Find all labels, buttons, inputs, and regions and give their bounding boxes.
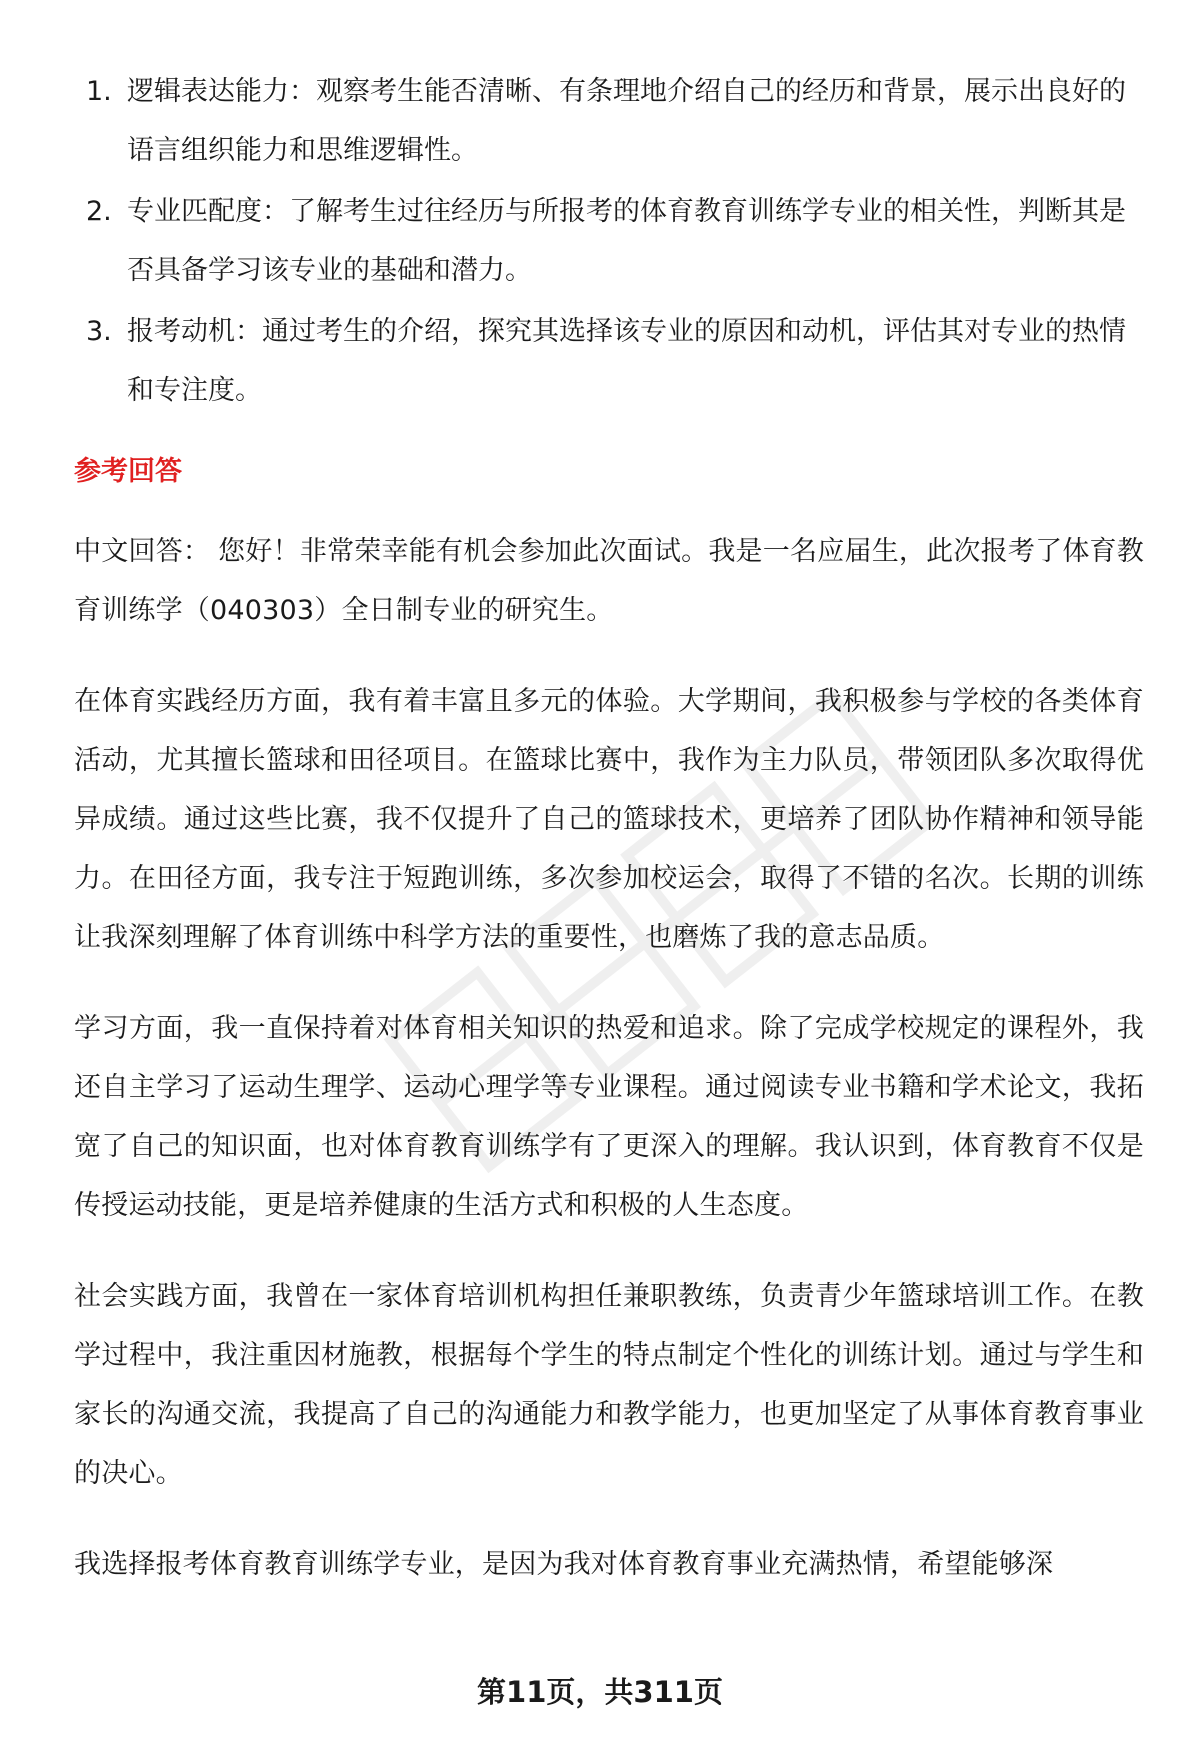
answer-paragraph: 社会实践方面，我曾在一家体育培训机构担任兼职教练，负责青少年篮球培训工作。在教学过程中，我注重因材施教，根据每个学生的特点制定个性化的训练计划。通过与学生和家长的沟通交流，我提高了自己的沟通能力和教学能力，也更加坚定了从事体育教育事业的决心。 [74, 1281, 1144, 1489]
list-item-text: 报考动机：通过考生的介绍，探究其选择该专业的原因和动机，评估其对专业的热情和专注度。 [127, 316, 1126, 406]
list-item-number: 3. [86, 316, 112, 347]
list-item [74, 62, 1144, 180]
answer-paragraph [74, 522, 1144, 640]
answer-paragraph: 我选择报考体育教育训练学专业，是因为我对体育教育事业充满热情，希望能够深 [74, 1549, 1054, 1580]
answer-label: 中文回答： [74, 536, 211, 567]
page-number-footer: 第11页，共311页 [477, 1675, 723, 1709]
list-item-text: 逻辑表达能力：观察考生能否清晰、有条理地介绍自己的经历和背景，展示出良好的语言组织能力和思维逻辑性。 [127, 76, 1126, 166]
list-item [74, 302, 1144, 420]
answer-paragraph: 在体育实践经历方面，我有着丰富且多元的体验。大学期间，我积极参与学校的各类体育活动，尤其擅长篮球和田径项目。在篮球比赛中，我作为主力队员，带领团队多次取得优异成绩。通过这些比赛，我不仅提升了自己的篮球技术，更培养了团队协作精神和领导能力。在田径方面，我专注于短跑训练，多次参加校运会，取得了不错的名次。长期的训练让我深刻理解了体育训练中科学方法的重要性，也磨炼了我的意志品质。 [74, 686, 1144, 953]
list-item-text: 专业匹配度：了解考生过往经历与所报考的体育教育训练学专业的相关性，判断其是否具备学习该专业的基础和潜力。 [127, 196, 1126, 286]
evaluation-criteria-list [74, 62, 1144, 420]
answer-paragraph: 学习方面，我一直保持着对体育相关知识的热爱和追求。除了完成学校规定的课程外，我还自主学习了运动生理学、运动心理学等专业课程。通过阅读专业书籍和学术论文，我拓宽了自己的知识面，也对体育教育训练学有了更深入的理解。我认识到，体育教育不仅是传授运动技能，更是培养健康的生活方式和积极的人生态度。 [74, 1013, 1144, 1221]
list-item-number: 1. [86, 76, 112, 107]
list-item-number: 2. [86, 196, 112, 227]
list-item [74, 182, 1144, 300]
section-title: 参考回答 [74, 456, 182, 487]
paragraph-text: 您好！非常荣幸能有机会参加此次面试。我是一名应届生，此次报考了体育教育训练学（040303）全日制专业的研究生。 [74, 536, 1144, 626]
document-page [74, 62, 1144, 1626]
